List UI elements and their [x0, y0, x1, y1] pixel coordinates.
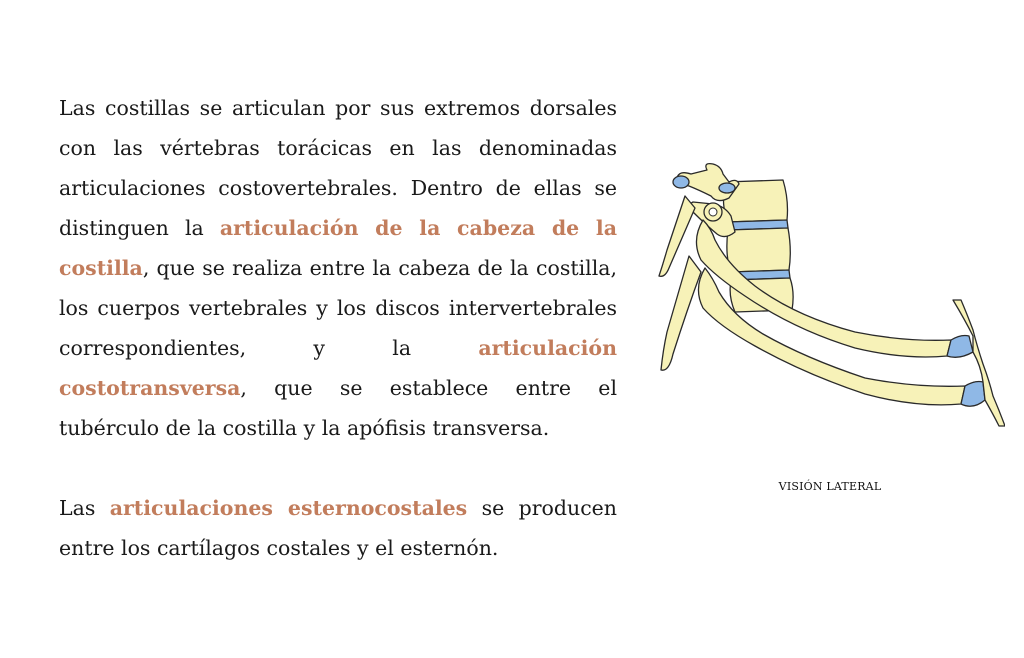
- figure-caption: VISIÓN LATERAL: [778, 480, 882, 493]
- text-segment: Las: [59, 496, 110, 520]
- term-articulacion-cabeza-costilla: articulación de la cabeza de la costilla: [59, 216, 617, 280]
- paragraph-esternocostales: [59, 488, 617, 568]
- text-segment: se producen entre los cartílagos costales y el esternón.: [59, 496, 618, 560]
- rib-articulation-illustration: [655, 160, 1005, 435]
- sternum: [953, 300, 1005, 426]
- vertebral-body-middle: [727, 228, 790, 272]
- term-articulaciones-esternocostales: articulaciones esternocostales: [109, 496, 468, 520]
- costal-cartilage-upper: [947, 336, 973, 358]
- paragraph-costovertebral: [59, 88, 617, 448]
- text-segment: , que se establece entre el tubérculo de la costilla y la apófisis transversa.: [59, 376, 617, 440]
- text-segment: , que se realiza entre la cabeza de la costilla, los cuerpos vertebrales y los discos intervertebrales correspondientes, y la: [59, 256, 617, 360]
- anatomy-figure: [655, 160, 1005, 435]
- articular-facet: [673, 176, 689, 188]
- text-column: [59, 88, 617, 568]
- articular-facet: [719, 183, 735, 193]
- term-articulacion-costotransversa: articulación costotransversa: [59, 336, 617, 400]
- text-segment: Las costillas se articulan por sus extremos dorsales con las vértebras torácicas en las denominadas articulaciones costovertebrales. Dentro de ellas se distinguen la: [59, 96, 617, 240]
- costal-cartilage-lower: [961, 382, 985, 407]
